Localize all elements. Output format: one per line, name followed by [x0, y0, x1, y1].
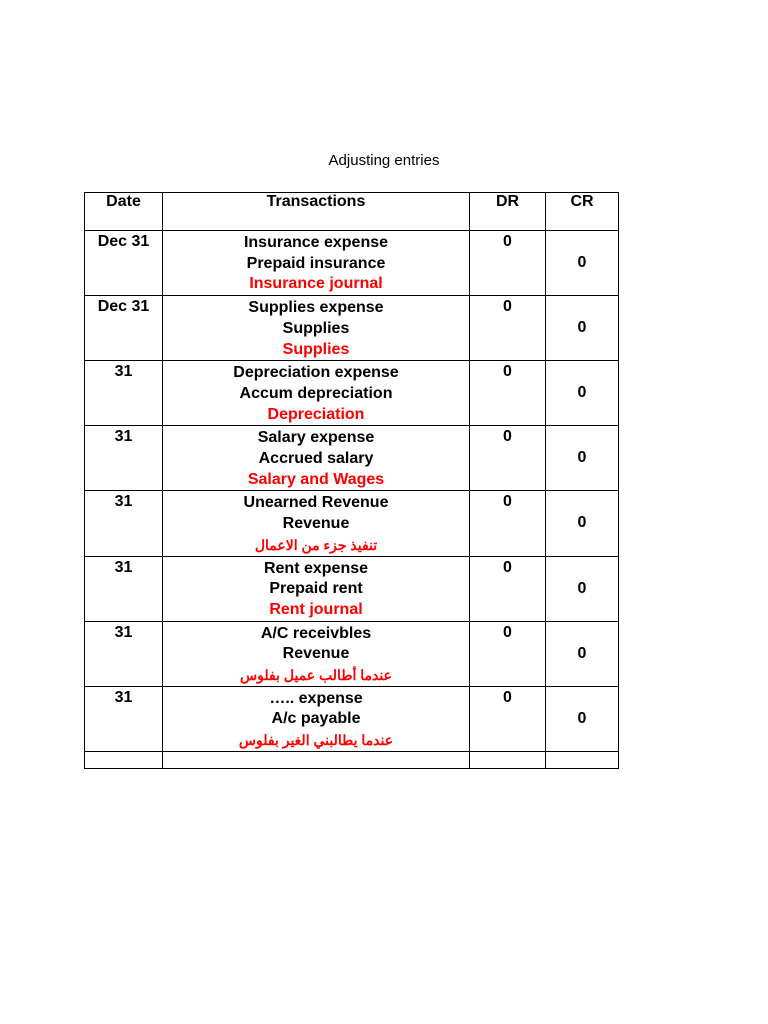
entry-cr: 0	[546, 556, 619, 621]
table-header-row	[85, 193, 619, 231]
entry-cr: 0	[546, 491, 619, 556]
entry-transaction	[163, 556, 470, 621]
debit-account: Depreciation expense	[233, 364, 399, 382]
entry-dr: 0	[470, 231, 546, 296]
table-row	[85, 686, 619, 751]
entry-dr: 0	[470, 491, 546, 556]
table-row	[85, 296, 619, 361]
entry-date: 31	[85, 491, 163, 556]
credit-account: Prepaid insurance	[246, 254, 386, 272]
entry-date: 31	[85, 556, 163, 621]
entry-note: Supplies	[282, 340, 350, 358]
empty-cell	[546, 751, 619, 768]
entry-transaction	[163, 296, 470, 361]
entry-note: عندما يطالبني الغير بفلوس	[238, 732, 394, 749]
credit-account: Prepaid rent	[269, 580, 363, 598]
credit-account: Revenue	[282, 515, 350, 533]
entry-transaction	[163, 491, 470, 556]
credit-account: Revenue	[282, 645, 350, 663]
entry-note: Rent journal	[269, 600, 363, 618]
entry-dr: 0	[470, 621, 546, 686]
entry-transaction	[163, 361, 470, 426]
entry-cr: 0	[546, 621, 619, 686]
entry-dr: 0	[470, 556, 546, 621]
entry-cr: 0	[546, 686, 619, 751]
table-row	[85, 556, 619, 621]
entry-date: Dec 31	[85, 231, 163, 296]
entry-note: Salary and Wages	[247, 470, 385, 488]
entry-dr: 0	[470, 426, 546, 491]
entry-cr: 0	[546, 361, 619, 426]
empty-cell	[470, 751, 546, 768]
entry-date: Dec 31	[85, 296, 163, 361]
entry-note: Insurance journal	[249, 275, 383, 293]
header-transactions: Transactions	[163, 193, 470, 231]
entry-note: Depreciation	[267, 405, 365, 423]
table-row	[85, 426, 619, 491]
table-row	[85, 361, 619, 426]
entry-date: 31	[85, 361, 163, 426]
header-date: Date	[85, 193, 163, 231]
empty-table-row	[85, 751, 619, 768]
entry-transaction	[163, 426, 470, 491]
empty-cell	[85, 751, 163, 768]
debit-account: Salary expense	[257, 429, 375, 447]
table-row	[85, 491, 619, 556]
debit-account: Unearned Revenue	[243, 494, 389, 512]
page-title: Adjusting entries	[328, 152, 440, 169]
credit-account: Supplies	[282, 319, 350, 337]
entry-cr: 0	[546, 231, 619, 296]
credit-account: A/c payable	[271, 710, 361, 728]
header-dr: DR	[470, 193, 546, 231]
entry-dr: 0	[470, 296, 546, 361]
adjusting-entries-table	[84, 192, 619, 769]
entry-note: تنفيذ جزء من الاعمال	[254, 536, 378, 553]
entry-cr: 0	[546, 296, 619, 361]
debit-account: Rent expense	[263, 559, 369, 577]
entry-transaction	[163, 686, 470, 751]
credit-account: Accum depreciation	[239, 384, 393, 402]
debit-account: Insurance expense	[243, 234, 389, 251]
debit-account: ….. expense	[269, 689, 363, 707]
credit-account: Accrued salary	[258, 450, 374, 468]
entry-date: 31	[85, 426, 163, 491]
entry-date: 31	[85, 686, 163, 751]
entry-dr: 0	[470, 361, 546, 426]
entry-date: 31	[85, 621, 163, 686]
entry-note: عندما أطالب عميل بفلوس	[240, 667, 392, 684]
entry-dr: 0	[470, 686, 546, 751]
entry-transaction	[163, 621, 470, 686]
debit-account: Supplies expense	[248, 299, 384, 317]
debit-account: A/C receivbles	[260, 624, 372, 642]
empty-cell	[163, 751, 470, 768]
table-row	[85, 231, 619, 296]
entry-transaction	[163, 231, 470, 296]
entry-cr: 0	[546, 426, 619, 491]
table-row	[85, 621, 619, 686]
header-cr: CR	[546, 193, 619, 231]
